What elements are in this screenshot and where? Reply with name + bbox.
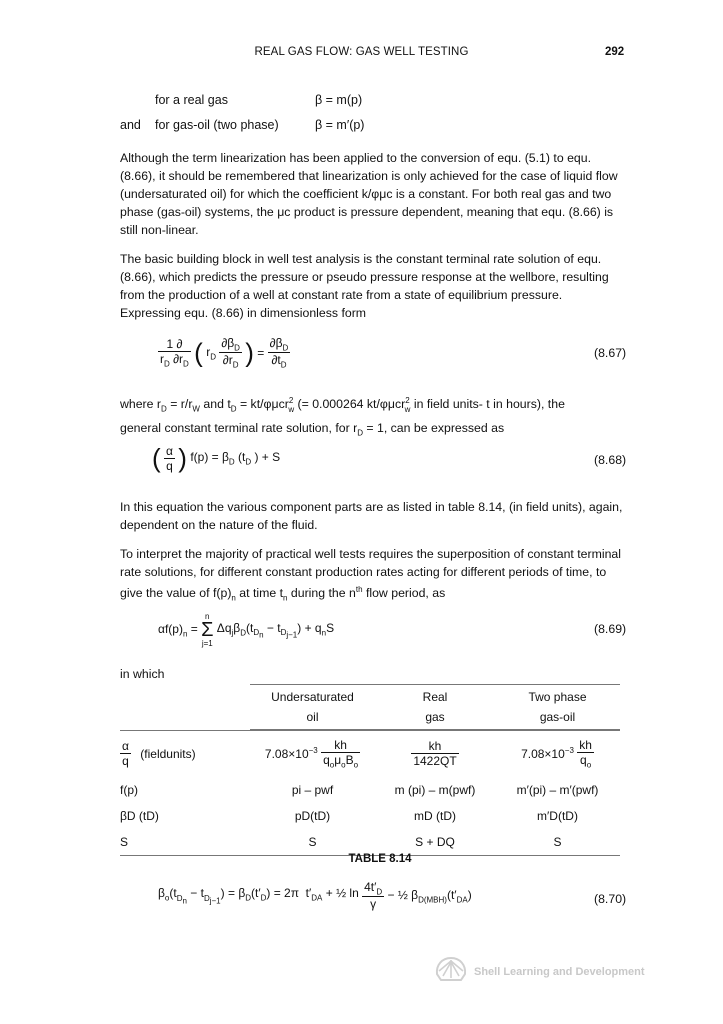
table-row [120, 829, 620, 856]
cell-twophase: m′(pi) – m′(pwf) [516, 782, 599, 797]
def-real-gas-label: for a real gas [155, 93, 228, 107]
cell-twophase: S [495, 829, 620, 856]
row-label: f(p) [120, 782, 138, 797]
table-row [120, 803, 620, 829]
cell-gas: mD (tD) [414, 808, 456, 823]
table-row [120, 731, 620, 777]
row-label: βD (tD) [120, 808, 159, 823]
def-real-gas-eq: β = m(p) [315, 93, 363, 107]
cell-oil-alpha-q: $7.08\times 10^{-3}$ $\frac{kh}{q_o\mu_oB_o}$ [264, 738, 359, 770]
equation-number-8-68: (8.68) [594, 453, 627, 467]
running-header-title: REAL GAS FLOW: GAS WELL TESTING [254, 46, 469, 58]
paragraph-building-block: The basic building block in well test analysis is the constant terminal rate solution of equ. (8.66), which predicts the pressure or pseudo pressure response at the wellbore, resulting from the production of a well at constant rate from a state of equilibrium pressure. Expressing equ. (8.66) in dimensionless form [120, 252, 609, 320]
cell-oil: pD(tD) [294, 808, 331, 823]
page-number: 292 [605, 46, 625, 58]
def-gas-oil-label: for gas-oil (two phase) [155, 118, 279, 132]
paragraph-superposition: To interpret the majority of practical well tests requires the superposition of constant terminal rate solutions, for different constant production rates acting for different periods of time, to give the value of $f(p)_n$ at time $t_n$ during the $n^{th}$ flow period, as [120, 547, 621, 603]
def-gas-oil-eq: β = m′(p) [315, 118, 365, 132]
table-8-14 [120, 684, 620, 856]
row-label-alpha-over-q: $\frac{\alpha}{q}$ (fieldunits) [122, 739, 196, 769]
paragraph-dimensionless-defs: where $r_D = r/r_W$ and $t_D = kt/\varphi\mu cr^2_w$ (= 0.000264 kt/φμcr$^2_w$ in field units- t in hours), the general constant terminal rate solution, for $r_D = 1$, can be expressed as [120, 396, 565, 437]
cell-twophase: m′D(tD) [537, 808, 578, 823]
def-and: and [120, 118, 141, 132]
col-header-two-phase: Two phase gas-oil [495, 685, 620, 730]
paragraph-component-parts: In this equation the various component parts are as listed in table 8.14, (in field units), again, dependent on the nature of the fluid. [120, 500, 623, 532]
equation-8-67: $\frac{1 \partial}{r_D \partial r_D}$ ( $r_D$ $\frac{\partial\beta_D}{\partial r_D}$ ) = $\frac{\partial\beta_D}{\partial t_D}$ [160, 336, 289, 370]
paragraph-linearization: Although the term linearization has been applied to the conversion of equ. (5.1) to equ. (8.66), it should be remembered that linearization is only achieved for the case of liquid flow (undersaturated oil) for which the coefficient k/φμc is a constant. For both real gas and two phase (gas-oil) systems, the μc product is pressure dependent, meaning that equ. (8.66) is still non-linear. [120, 151, 618, 237]
cell-gas: m (pi) – m(pwf) [394, 782, 476, 797]
equation-8-69: $\alpha f(p)_n$ = n Σ j=1 $\Delta q_j\beta_D(t_{D_n} - t_{D_{j-1}}) + q_nS$ [158, 612, 335, 648]
cell-gas-alpha-q: $\frac{kh}{1422QT}$ [413, 739, 457, 769]
equation-number-8-69: (8.69) [594, 622, 627, 636]
cell-gas: S + DQ [375, 829, 495, 856]
row-label: S [120, 829, 250, 856]
col-header-undersaturated-oil: Undersaturated oil [250, 685, 375, 730]
paragraph-in-which: in which [120, 667, 165, 681]
table-caption: TABLE 8.14 [348, 853, 412, 865]
equation-8-68: ( $\frac{\alpha}{q}$ ) $f(p) = \beta_D$ ($t_D$ ) + S [152, 443, 281, 473]
cell-oil: S [250, 829, 375, 856]
cell-oil: pi – pwf [291, 782, 334, 797]
equation-number-8-67: (8.67) [594, 346, 627, 360]
shell-logo-icon [434, 956, 468, 984]
table-header-row [120, 685, 620, 730]
equation-8-70: $\beta_o(t_{D_n} - t_{D_{j-1}}) = \beta_D(t'_D) = 2\pi$ $t'_{DA}$ + ½ ln $\frac{4t'_D}{\gamma}$ − ½ $\beta_{D(MBH)}(t'_{DA})$ [158, 880, 472, 912]
footer-brand-text: Shell Learning and Development [474, 966, 645, 978]
equation-number-8-70: (8.70) [594, 892, 627, 906]
cell-twophase-alpha-q: $7.08\times 10^{-3}$ $\frac{kh}{q_o}$ [521, 738, 592, 770]
table-row [120, 777, 620, 803]
col-header-real-gas: Real gas [375, 685, 495, 730]
